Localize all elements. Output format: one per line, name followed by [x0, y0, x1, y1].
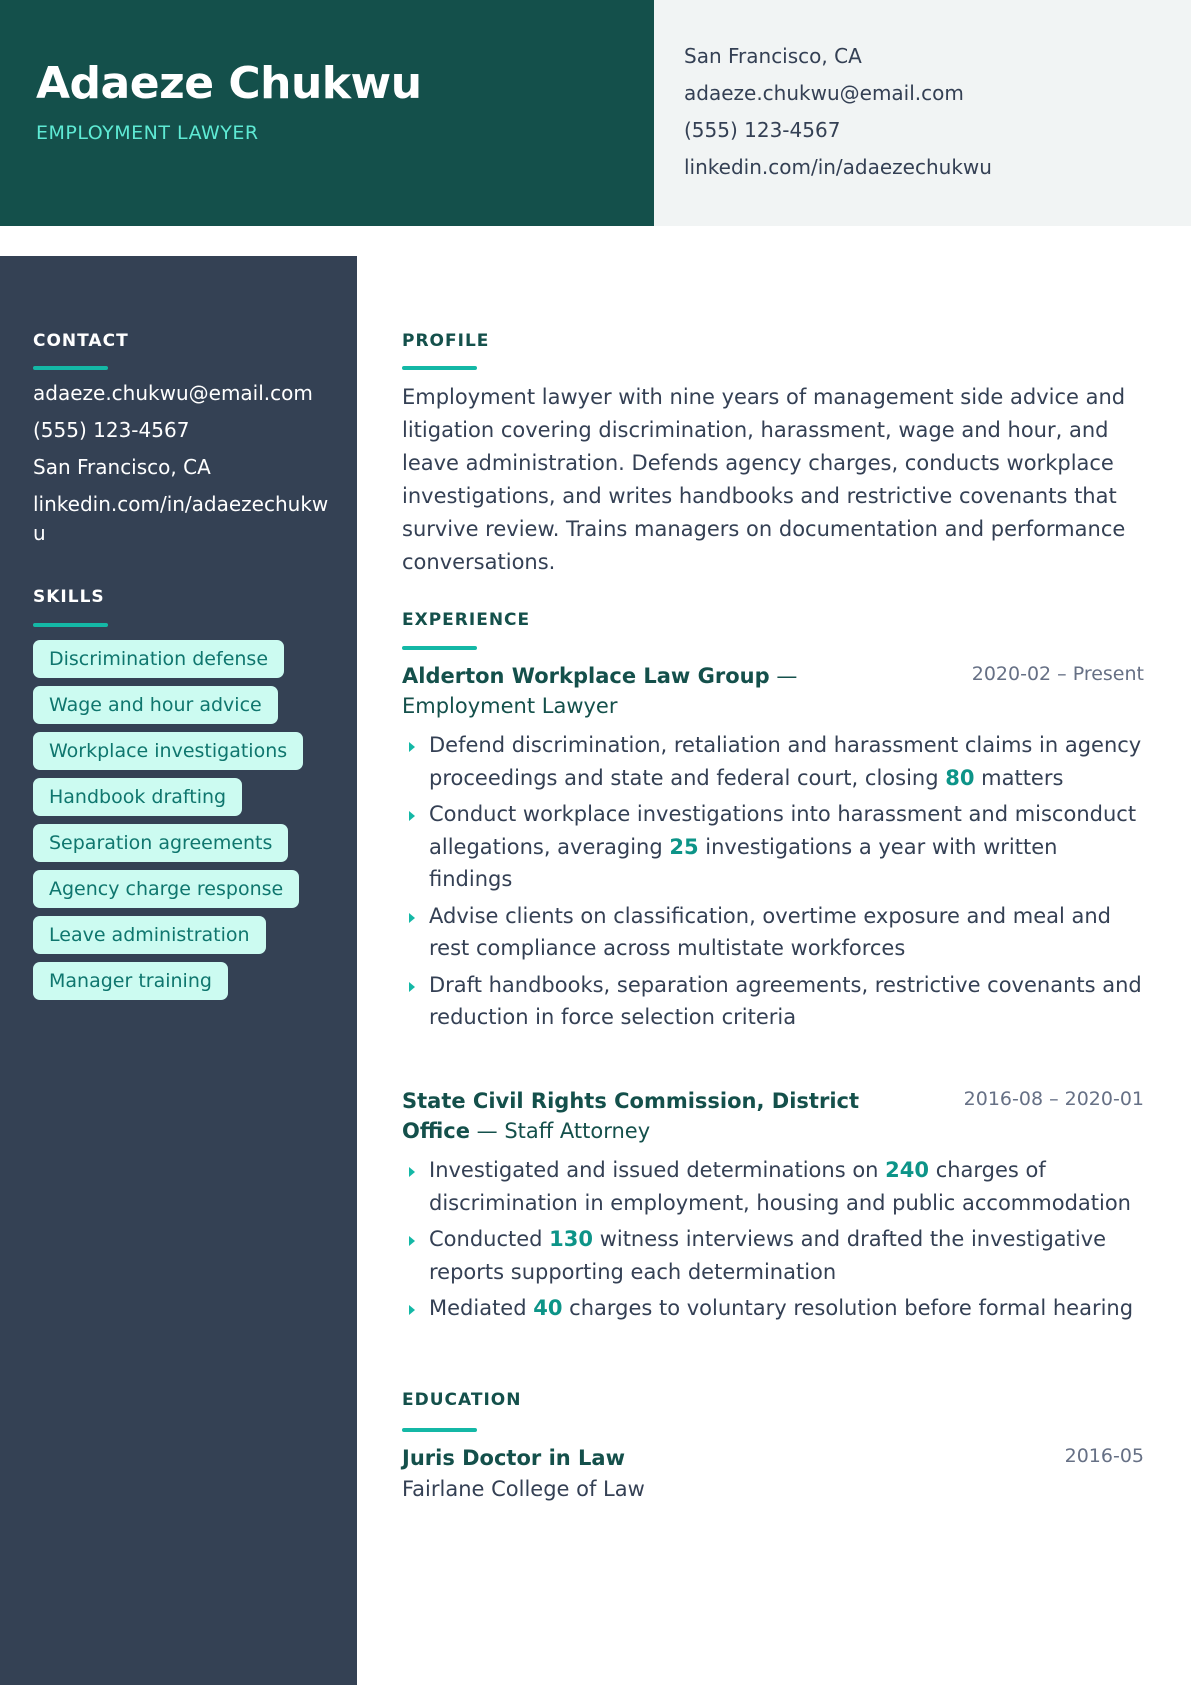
- job-heading: [402, 1086, 932, 1146]
- sidebar-email: adaeze.chukwu@email.com: [33, 381, 313, 405]
- header-location: San Francisco, CA: [684, 44, 862, 68]
- job-title: EMPLOYMENT LAWYER: [36, 122, 259, 144]
- contact-heading: CONTACT: [33, 331, 129, 351]
- employer: State Civil Rights Commission, District Office: [402, 1089, 860, 1143]
- skills-list: [33, 640, 333, 1008]
- header-phone: (555) 123-4567: [684, 118, 841, 142]
- metric: 40: [533, 1296, 563, 1320]
- bullet-arrow-icon: [409, 1236, 415, 1246]
- metric: 130: [549, 1227, 594, 1251]
- header-linkedin: linkedin.com/in/adaezechukwu: [684, 155, 992, 179]
- experience-heading-rule: [402, 646, 477, 650]
- education-entry: [402, 1443, 1144, 1505]
- skill-tag: Handbook drafting: [33, 778, 242, 816]
- experience-entry: [402, 661, 1144, 1038]
- experience-entry: [402, 1086, 1144, 1329]
- skill-tag: Wage and hour advice: [33, 686, 278, 724]
- school: Fairlane College of Law: [402, 1477, 645, 1501]
- header-email: adaeze.chukwu@email.com: [684, 81, 964, 105]
- job-role: — Staff Attorney: [469, 1119, 651, 1143]
- job-dates: 2016-08 – 2020-01: [963, 1088, 1144, 1110]
- bullet-arrow-icon: [409, 811, 415, 821]
- job-dates: 2020-02 – Present: [971, 663, 1144, 685]
- skill-tag: Discrimination defense: [33, 640, 284, 678]
- bullet-arrow-icon: [409, 1305, 415, 1315]
- header-contact-list: [684, 42, 992, 190]
- education-heading: EDUCATION: [402, 1390, 522, 1410]
- experience-heading: EXPERIENCE: [402, 610, 531, 630]
- skills-heading-rule: [33, 623, 108, 627]
- bullet-item: Defend discrimination, retaliation and harassment claims in agency proceedings and state and federal court, closing 80 matters: [402, 729, 1144, 794]
- employer: Alderton Workplace Law Group: [402, 664, 770, 688]
- metric: 25: [669, 834, 699, 859]
- sidebar-linkedin: linkedin.com/in/adaezechukwu: [33, 492, 329, 545]
- skill-tag: Manager training: [33, 962, 228, 1000]
- candidate-name: Adaeze Chukwu: [36, 58, 422, 109]
- job-bullets: [402, 729, 1144, 1034]
- profile-heading-rule: [402, 366, 477, 370]
- bullet-item: Investigated and issued determinations on 240 charges of discrimination in employment, housing and public accommodation: [402, 1154, 1144, 1219]
- job-heading: [402, 661, 932, 721]
- bullet-arrow-icon: [409, 742, 415, 752]
- bullet-item: Conducted 130 witness interviews and drafted the investigative reports supporting each determination: [402, 1223, 1144, 1288]
- bullet-item: Conduct workplace investigations into harassment and misconduct allegations, averaging 25 investigations a year with written findings: [402, 798, 1144, 896]
- skills-heading: SKILLS: [33, 587, 105, 607]
- bullet-arrow-icon: [409, 1167, 415, 1177]
- bullet-arrow-icon: [409, 982, 415, 992]
- bullet-arrow-icon: [409, 913, 415, 923]
- sidebar-phone: (555) 123-4567: [33, 418, 190, 442]
- skill-tag: Leave administration: [33, 916, 266, 954]
- degree: Juris Doctor in Law: [402, 1446, 625, 1470]
- education-heading-rule: [402, 1428, 477, 1432]
- graduation-date: 2016-05: [1064, 1445, 1144, 1467]
- sidebar-contact-list: [33, 379, 333, 556]
- job-role: — Employment Lawyer: [402, 664, 798, 718]
- bullet-item: Advise clients on classification, overtime exposure and meal and rest compliance across multistate workforces: [402, 900, 1144, 965]
- skill-tag: Workplace investigations: [33, 732, 303, 770]
- profile-heading: PROFILE: [402, 331, 490, 351]
- metric: 80: [945, 765, 975, 790]
- contact-heading-rule: [33, 366, 108, 370]
- skill-tag: Separation agreements: [33, 824, 288, 862]
- sidebar-location: San Francisco, CA: [33, 455, 211, 479]
- skill-tag: Agency charge response: [33, 870, 299, 908]
- header-banner: [0, 0, 654, 226]
- metric: 240: [885, 1158, 930, 1182]
- profile-summary: Employment lawyer with nine years of management side advice and litigation covering discrimination, harassment, wage and hour, and leave administration. Defends agency charges, conducts workplace investigations, and writes handbooks and restrictive covenants that survive review. Trains managers on documentation and performance conversations.: [402, 385, 1126, 574]
- bullet-item: Mediated 40 charges to voluntary resolution before formal hearing: [402, 1292, 1144, 1325]
- bullet-item: Draft handbooks, separation agreements, restrictive covenants and reduction in force selection criteria: [402, 969, 1144, 1034]
- job-bullets: [402, 1154, 1144, 1325]
